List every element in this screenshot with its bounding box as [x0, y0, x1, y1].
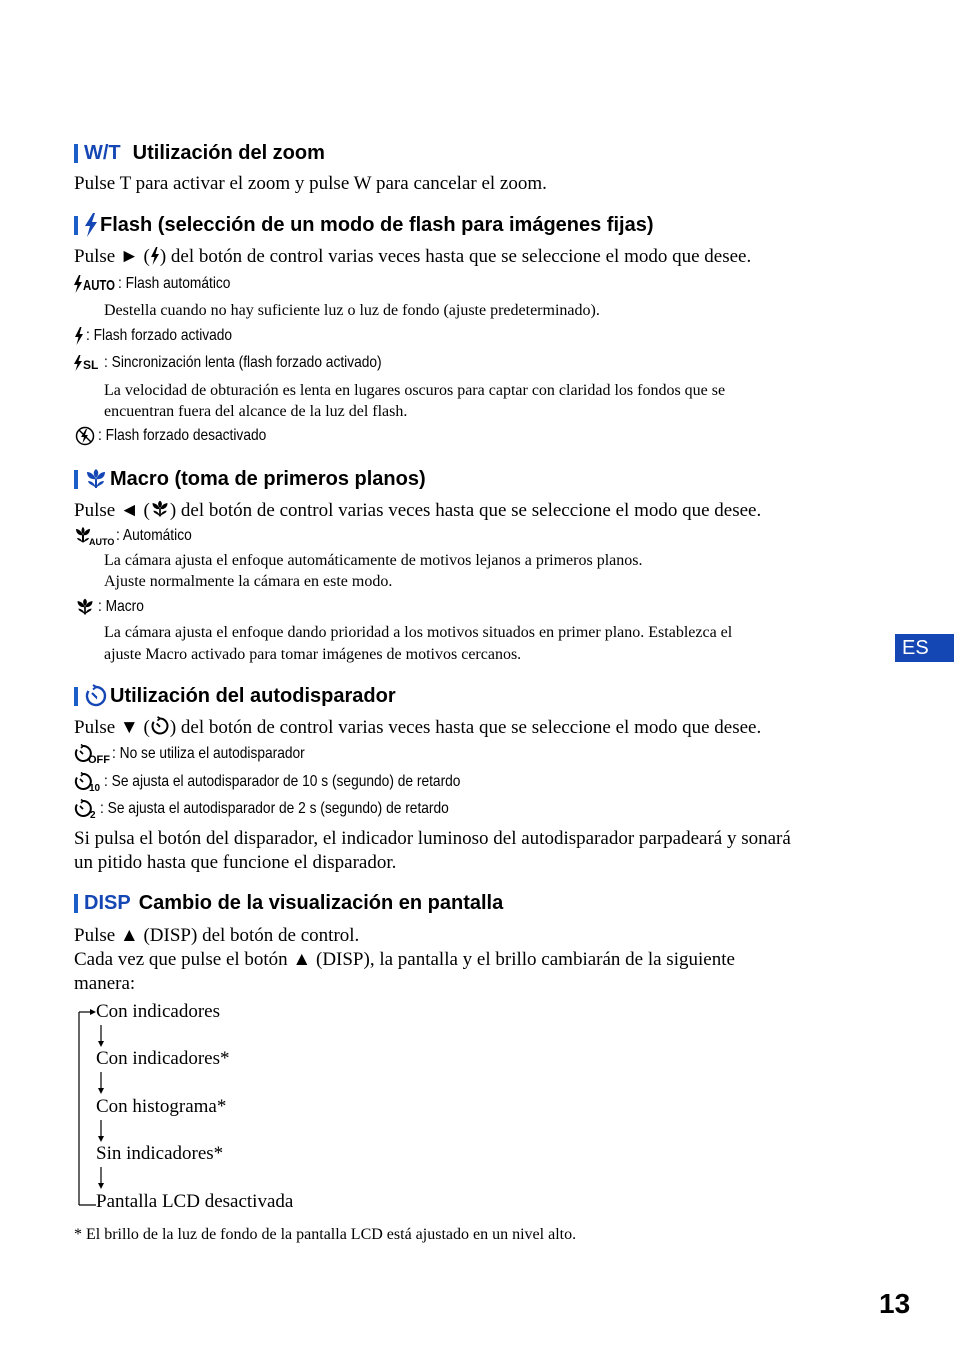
heading-bar	[74, 216, 78, 235]
self-timer-10-icon	[74, 772, 102, 792]
zoom-text: Pulse T para activar el zoom y pulse W para cancelar el zoom.	[74, 173, 547, 194]
flash-option-off: : Flash forzado desactivado	[74, 425, 294, 447]
flash-slow-sync-note-2: encuentran fuera del alcance de la luz del flash.	[104, 403, 408, 420]
flow-item: Con histograma*	[96, 1096, 227, 1117]
timer-option-2: 2 : Se ajusta el autodisparador de 2 s (segundo) de retardo	[74, 798, 506, 820]
flash-slow-sync-note-1: La velocidad de obturación es lenta en lugares oscuros para captar con claridad los fondos que se	[104, 382, 726, 399]
flash-intro: Pulse ► ( ) del botón de control varias veces hasta que se seleccione el modo que desee.	[74, 245, 751, 272]
self-timer-2-icon	[74, 799, 98, 819]
flash-heading	[74, 213, 654, 237]
macro-heading	[74, 467, 426, 491]
macro-auto-note-2: Ajuste normalmente la cámara en este modo.	[104, 573, 393, 590]
flash-icon	[84, 213, 98, 237]
timer-intro: Pulse ▼ ( ) del botón de control varias veces hasta que se seleccione el modo que desee.	[74, 716, 761, 743]
flash-slow-sync-icon	[74, 354, 102, 372]
footnote: * El brillo de la luz de fondo de la pantalla LCD está ajustado en un nivel alto.	[74, 1226, 577, 1243]
disp-line-2: Cada vez que pulse el botón ▲ (DISP), la pantalla y el brillo cambiarán de la siguiente	[74, 949, 735, 970]
timer-option-off: OFF : No se utiliza el autodisparador	[74, 743, 336, 765]
flash-option-slow-sync: SL : Sincronización lenta (flash forzado activado)	[74, 352, 427, 374]
macro-title: Macro (toma de primeros planos)	[110, 467, 426, 490]
timer-heading	[74, 684, 396, 708]
zoom-title: Utilización del zoom	[132, 141, 325, 164]
disp-line-3: manera:	[74, 973, 136, 994]
zoom-key: W/T	[84, 141, 121, 164]
disp-heading	[74, 891, 503, 915]
page-number: 13	[879, 1288, 911, 1319]
macro-icon	[150, 499, 170, 526]
svg-text:AUTO: AUTO	[83, 277, 116, 294]
disp-title: Cambio de la visualización en pantalla	[138, 891, 504, 914]
self-timer-off-icon	[74, 744, 110, 764]
flow-item: Con indicadores*	[96, 1048, 230, 1069]
svg-text:2: 2	[90, 810, 96, 821]
macro-auto-note-1: La cámara ajusta el enfoque automáticamente de motivos lejanos a primeros planos.	[104, 552, 643, 569]
flash-on-icon	[74, 327, 84, 345]
svg-text:OFF: OFF	[88, 754, 110, 766]
flash-option-auto: AUTO : Flash automático	[74, 273, 249, 295]
macro-option-on: : Macro	[74, 596, 151, 618]
timer-title: Utilización del autodisparador	[110, 684, 396, 707]
macro-icon	[74, 597, 96, 617]
flow-item: Con indicadores	[96, 1001, 221, 1022]
self-timer-icon	[150, 716, 170, 743]
svg-text:10: 10	[89, 783, 101, 794]
flow-item: Pantalla LCD desactivada	[96, 1191, 294, 1212]
flash-auto-note: Destella cuando no hay suficiente luz o luz de fondo (ajuste predeterminado).	[104, 302, 600, 319]
flash-auto-icon	[74, 275, 116, 293]
self-timer-icon	[84, 684, 108, 708]
macro-icon	[84, 467, 108, 491]
flow-item: Sin indicadores*	[96, 1143, 224, 1164]
timer-option-10: 10 : Se ajusta el autodisparador de 10 s (segundo) de retardo	[74, 771, 519, 793]
language-tab: ES	[895, 634, 954, 662]
macro-on-note-1: La cámara ajusta el enfoque dando prioridad a los motivos situados en primer plano. Establezca el	[104, 624, 733, 641]
flash-option-on: : Flash forzado activado	[74, 325, 256, 347]
flash-icon	[150, 247, 160, 272]
flash-off-icon	[74, 426, 96, 446]
disp-key: DISP	[84, 891, 131, 914]
timer-text-1: Si pulsa el botón del disparador, el indicador luminoso del autodisparador parpadeará y sonará	[74, 828, 791, 849]
heading-bar	[74, 894, 78, 913]
heading-bar	[74, 144, 78, 163]
flash-title: Flash (selección de un modo de flash para imágenes fijas)	[100, 213, 654, 236]
macro-auto-icon	[74, 526, 114, 546]
svg-text:SL: SL	[83, 358, 99, 372]
disp-line-1: Pulse ▲ (DISP) del botón de control.	[74, 925, 360, 946]
macro-on-note-2: ajuste Macro activado para tomar imágenes de motivos cercanos.	[104, 646, 522, 663]
heading-bar	[74, 687, 78, 706]
timer-text-2: un pitido hasta que funcione el disparador.	[74, 852, 397, 873]
macro-intro: Pulse ◄ ( ) del botón de control varias veces hasta que se seleccione el modo que desee.	[74, 499, 761, 526]
heading-bar	[74, 470, 78, 489]
zoom-heading	[74, 141, 325, 165]
svg-text:AUTO: AUTO	[89, 537, 115, 547]
macro-option-auto: AUTO : Automático	[74, 525, 204, 547]
